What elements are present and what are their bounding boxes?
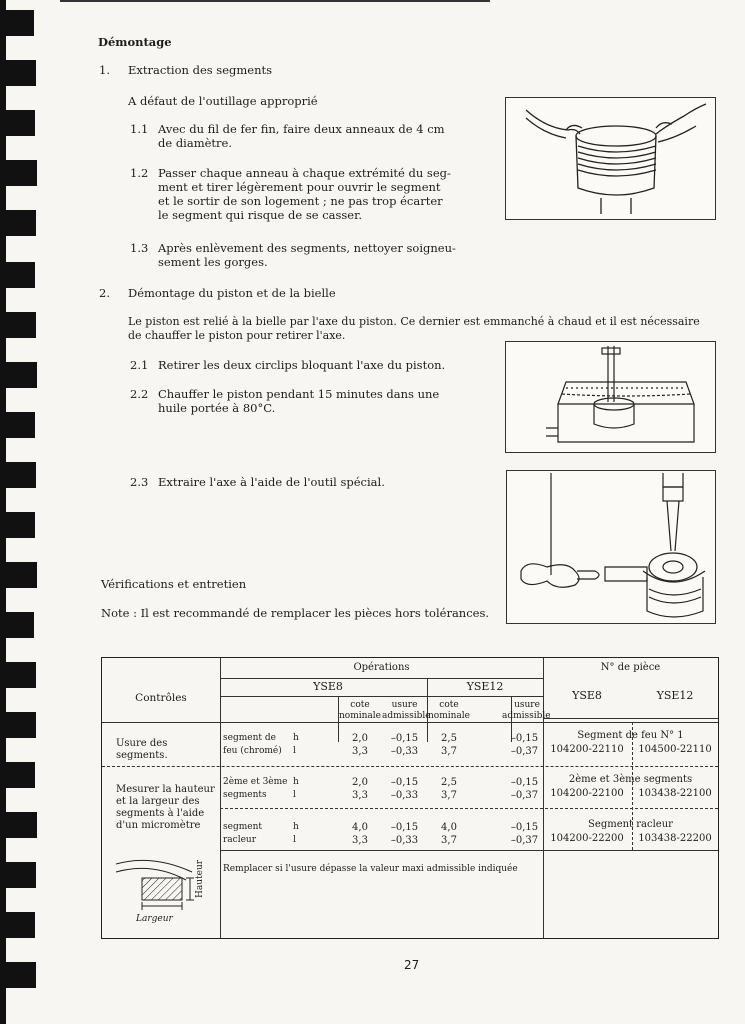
step1-1-number: 1.1 — [130, 122, 149, 136]
row2-h: h — [293, 777, 299, 787]
diagram-largeur: Largeur — [136, 914, 173, 924]
piston-rings-hands-illustration — [506, 98, 715, 219]
row2-yse8-usure-h: –0,15 — [390, 777, 419, 788]
step2-3-number: 2.3 — [130, 475, 149, 489]
step1-2-number: 1.2 — [130, 166, 149, 180]
section-title: Démontage — [98, 35, 172, 49]
step1-3-line1: Après enlèvement des segments, nettoyer soigneu- — [158, 241, 456, 255]
step2-3-text: Extraire l'axe à l'aide de l'outil spécial. — [158, 475, 385, 489]
row3-yse8-usure-l: –0,33 — [390, 835, 419, 846]
top-rule — [60, 0, 490, 2]
header-operations: Opérations — [353, 662, 410, 673]
step2-1-text: Retirer les deux circlips bloquant l'axe du piston. — [158, 358, 446, 372]
row2-label-2: segments — [223, 790, 267, 800]
header-yse12-cote-2: nominale — [428, 711, 470, 721]
ctrl-mesurer-4: d'un micromètre — [116, 820, 201, 831]
figure-oil-bath — [505, 341, 716, 453]
ctrl-mesurer-3: segments à l'aide — [116, 808, 205, 819]
step2-2-number: 2.2 — [130, 387, 149, 401]
step1-2-line2: ment et tirer légèrement pour ouvrir le segment — [158, 180, 441, 194]
ctrl-usure-2: segments. — [116, 750, 168, 761]
row1-yse12-usure-l: –0,37 — [510, 746, 539, 757]
step1-3-line2: sement les gorges. — [158, 255, 268, 269]
figure-pin-extraction — [506, 470, 716, 624]
step1-intro: A défaut de l'outillage approprié — [128, 94, 318, 108]
header-piece-yse12: YSE12 — [656, 689, 694, 702]
step1-1-line1: Avec du fil de fer fin, faire deux anneaux de 4 cm — [158, 122, 445, 136]
row2-yse12-cote-l: 3,7 — [441, 790, 457, 801]
verif-title: Vérifications et entretien — [101, 577, 247, 591]
row3-l: l — [293, 835, 296, 845]
step2-number: 2. — [99, 286, 110, 300]
row1-yse12-cote-l: 3,7 — [441, 746, 457, 757]
row1-part-title: Segment de feu N° 1 — [577, 730, 684, 741]
row1-yse8-usure-l: –0,33 — [390, 746, 419, 757]
header-yse12-usure-1: usure — [514, 700, 540, 710]
row2-yse12-cote-h: 2,5 — [441, 777, 457, 788]
header-controles: Contrôles — [135, 692, 187, 704]
step1-1-line2: de diamètre. — [158, 136, 233, 150]
row2-yse12-usure-h: –0,15 — [510, 777, 539, 788]
row3-yse12-usure-l: –0,37 — [510, 835, 539, 846]
row3-yse8-cote-l: 3,3 — [352, 835, 368, 846]
row3-h: h — [293, 822, 299, 832]
row2-yse8-usure-l: –0,33 — [390, 790, 419, 801]
header-piece-yse8: YSE8 — [572, 689, 602, 702]
row2-yse8-cote-l: 3,3 — [352, 790, 368, 801]
piston-heating-oil-bath-illustration — [506, 342, 715, 452]
row3-label-1: segment — [223, 822, 262, 832]
row1-yse12-cote-h: 2,5 — [441, 733, 457, 744]
step2-title: Démontage du piston et de la bielle — [128, 286, 336, 300]
row3-yse8-usure-h: –0,15 — [390, 822, 419, 833]
row2-label-1: 2ème et 3ème — [223, 777, 288, 787]
row3-yse12-cote-l: 3,7 — [441, 835, 457, 846]
row1-yse8-cote-h: 2,0 — [352, 733, 368, 744]
row2-yse12-usure-l: –0,37 — [510, 790, 539, 801]
header-piece: N° de pièce — [600, 662, 661, 673]
tolerance-table — [101, 657, 719, 939]
step2-intro-line2: de chauffer le piston pour retirer l'axe. — [128, 329, 346, 342]
row3-part-yse8: 104200-22200 — [550, 833, 624, 844]
row1-part-yse12: 104500-22110 — [638, 744, 712, 755]
header-ops-yse12: YSE12 — [466, 680, 504, 693]
step2-1-number: 2.1 — [130, 358, 149, 372]
step2-2-line2: huile portée à 80°C. — [158, 401, 276, 415]
row1-yse8-cote-l: 3,3 — [352, 746, 368, 757]
step1-2-line3: et le sortir de son logement ; ne pas trop écarter — [158, 194, 443, 208]
step2-2-line1: Chauffer le piston pendant 15 minutes dans une — [158, 387, 440, 401]
row1-label-1: segment de — [223, 733, 276, 743]
header-yse8-usure-1: usure — [391, 700, 418, 710]
figure-ring-removal — [505, 97, 716, 220]
row3-yse12-usure-h: –0,15 — [510, 822, 539, 833]
row1-yse12-usure-h: –0,15 — [510, 733, 539, 744]
ctrl-usure-1: Usure des — [116, 738, 168, 749]
table-remark: Remplacer si l'usure dépasse la valeur maxi admissible indiquée — [223, 864, 518, 874]
row2-part-yse12: 103438-22100 — [638, 788, 712, 799]
step1-title: Extraction des segments — [128, 63, 273, 77]
spiral-binding — [0, 0, 42, 1024]
header-yse12-usure-2: admissible — [502, 711, 551, 721]
step1-2-line1: Passer chaque anneau à chaque extrémité du seg- — [158, 166, 451, 180]
row1-part-yse8: 104200-22110 — [550, 744, 624, 755]
step1-number: 1. — [99, 63, 110, 77]
row3-label-2: racleur — [223, 835, 257, 845]
diagram-hauteur: Hauteur — [195, 859, 205, 898]
verif-note: Note : Il est recommandé de remplacer les pièces hors tolérances. — [101, 606, 490, 620]
row3-part-yse12: 103438-22200 — [638, 833, 712, 844]
page-number: 27 — [404, 958, 420, 972]
pin-extraction-tool-illustration — [507, 471, 715, 623]
row1-yse8-usure-h: –0,15 — [390, 733, 419, 744]
row3-part-title: Segment racleur — [588, 819, 673, 830]
row2-part-yse8: 104200-22100 — [550, 788, 624, 799]
row2-l: l — [293, 790, 296, 800]
row1-h: h — [293, 733, 299, 743]
row1-label-2: feu (chromé) — [223, 746, 282, 756]
header-yse8-cote-1: cote — [350, 700, 370, 710]
step1-2-line4: le segment qui risque de se casser. — [158, 208, 362, 222]
row3-yse8-cote-h: 4,0 — [352, 822, 368, 833]
row3-yse12-cote-h: 4,0 — [441, 822, 457, 833]
header-yse8-usure-2: admissible — [382, 711, 431, 721]
row2-yse8-cote-h: 2,0 — [352, 777, 368, 788]
step1-3-number: 1.3 — [130, 241, 149, 255]
header-ops-yse8: YSE8 — [313, 680, 343, 693]
ctrl-mesurer-2: et la largeur des — [116, 796, 200, 807]
step2-intro-line1: Le piston est relié à la bielle par l'axe du piston. Ce dernier est emmanché à chaud et il est nécessaire — [128, 315, 700, 328]
ctrl-mesurer-1: Mesurer la hauteur — [116, 784, 215, 795]
header-yse12-cote-1: cote — [439, 700, 459, 710]
header-yse8-cote-2: nominale — [339, 711, 381, 721]
row2-part-title: 2ème et 3ème segments — [568, 774, 693, 785]
row1-l: l — [293, 746, 296, 756]
